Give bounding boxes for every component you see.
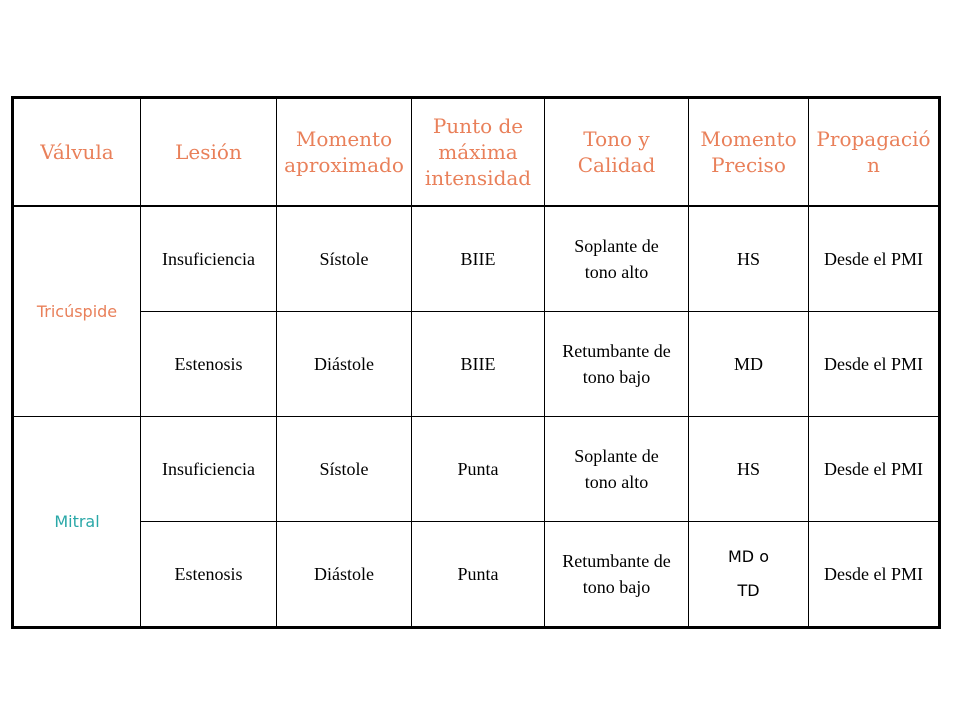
header-momento-aproximado: Momento aproximado	[277, 98, 412, 207]
momento-cell: Sístole	[277, 206, 412, 312]
valve-mitral-cell: Mitral	[13, 417, 141, 628]
table-header	[13, 98, 940, 207]
momento-preciso-cell: HS	[689, 417, 809, 522]
lesion-cell: Insuficiencia	[141, 206, 277, 312]
punto-cell: Punta	[412, 522, 545, 628]
tono-cell: Retumbante de tono bajo	[545, 312, 689, 417]
table-row	[13, 522, 940, 628]
header-lesion: Lesión	[141, 98, 277, 207]
momento-cell: Sístole	[277, 417, 412, 522]
momento-preciso-cell: MD o TD	[689, 522, 809, 628]
table-row	[13, 206, 940, 312]
punto-cell: Punta	[412, 417, 545, 522]
header-valvula: Válvula	[13, 98, 141, 207]
tono-cell: Soplante de tono alto	[545, 417, 689, 522]
punto-cell: BIIE	[412, 312, 545, 417]
lesion-cell: Estenosis	[141, 312, 277, 417]
header-tono-calidad: Tono y Calidad	[545, 98, 689, 207]
tono-cell: Soplante de tono alto	[545, 206, 689, 312]
valve-lesion-table	[11, 96, 941, 629]
momento-cell: Diástole	[277, 312, 412, 417]
propagacion-cell: Desde el PMI	[809, 417, 940, 522]
valve-tricuspide-cell: Tricúspide	[13, 206, 141, 417]
tono-cell: Retumbante de tono bajo	[545, 522, 689, 628]
propagacion-cell: Desde el PMI	[809, 312, 940, 417]
table-row	[13, 417, 940, 522]
header-propagacion: Propagació n	[809, 98, 940, 207]
momento-cell: Diástole	[277, 522, 412, 628]
lesion-cell: Estenosis	[141, 522, 277, 628]
momento-preciso-cell: MD	[689, 312, 809, 417]
momento-preciso-cell: HS	[689, 206, 809, 312]
lesion-cell: Insuficiencia	[141, 417, 277, 522]
table-row	[13, 312, 940, 417]
header-row	[13, 98, 940, 207]
punto-cell: BIIE	[412, 206, 545, 312]
propagacion-cell: Desde el PMI	[809, 522, 940, 628]
header-momento-preciso: Momento Preciso	[689, 98, 809, 207]
table-body	[13, 206, 940, 628]
header-punto-maxima-intensidad: Punto de máxima intensidad	[412, 98, 545, 207]
propagacion-cell: Desde el PMI	[809, 206, 940, 312]
